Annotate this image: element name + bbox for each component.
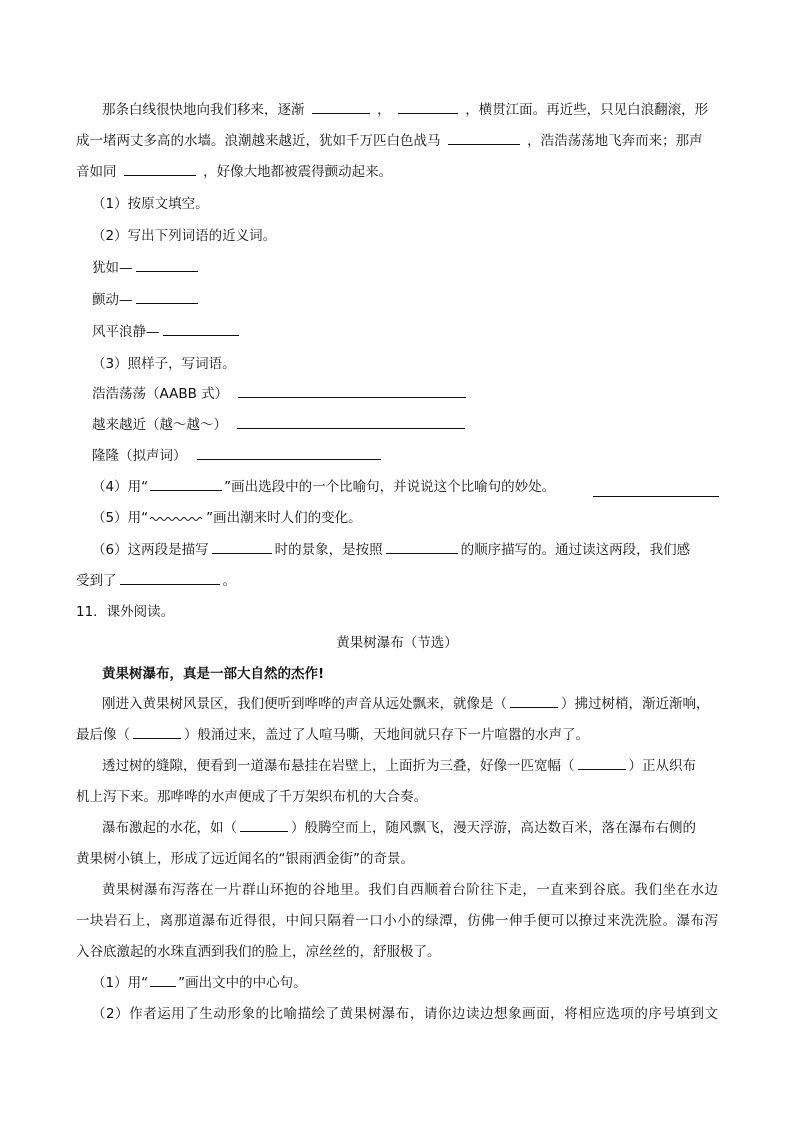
text-segment: （1）用“ — [92, 975, 149, 991]
synonym-item — [92, 290, 201, 310]
passage2-p3-line1 — [102, 756, 696, 776]
passage1-line1 — [102, 100, 708, 120]
fill-blank[interactable] — [136, 258, 198, 272]
text-segment: 透过树的缝隙，便看到一道瀑布悬挂在岩壁上，上面折为三叠，好像一匹宽幅（ — [102, 758, 575, 774]
synonym-item — [92, 322, 242, 342]
question-3: （3）照样子，写词语。 — [92, 356, 236, 372]
text-segment: 越来越近（越～越～） — [92, 417, 227, 433]
underline-sample — [150, 973, 176, 987]
text-segment: ）般腾空而上，随风飘飞，漫天浮游，高达数百米，落在瀑布右侧的 — [291, 820, 696, 836]
fill-blank[interactable] — [237, 415, 465, 429]
text-segment: 的顺序描写的。通过读这两段，我们感 — [460, 542, 691, 558]
question-6-line2 — [76, 571, 236, 591]
text-segment: 成一堵两丈多高的水墙。浪潮越来越近，犹如千万匹白色战马 — [76, 133, 441, 149]
question-5 — [92, 508, 362, 528]
fill-blank[interactable] — [386, 540, 458, 554]
fill-blank[interactable] — [124, 162, 196, 176]
text-segment: 最后像（ — [76, 727, 130, 743]
text-segment: 风平浪静— — [92, 324, 160, 340]
fill-blank[interactable] — [136, 290, 198, 304]
fill-blank[interactable] — [312, 100, 370, 114]
passage2-p3-line2: 机上泻下来。那哗哗的水声便成了千万架织布机的大合奏。 — [76, 789, 427, 805]
fill-blank[interactable] — [578, 756, 626, 770]
fill-blank[interactable] — [163, 322, 239, 336]
text-segment: 那条白线很快地向我们移来，逐渐 — [102, 102, 305, 118]
wavy-underline-sample — [150, 512, 204, 522]
fill-blank[interactable] — [510, 694, 558, 708]
text-segment: ）正从织布 — [628, 758, 696, 774]
text-segment: ”画出潮来时人们的变化。 — [206, 510, 362, 526]
passage2-p4-line2: 黄果树小镇上，形成了远近闻名的“银雨洒金街”的奇景。 — [76, 851, 414, 867]
text-segment: ”画出文中的中心句。 — [178, 975, 307, 991]
text-segment: 颤动— — [92, 292, 133, 308]
fill-blank[interactable] — [197, 446, 381, 460]
question-6-line1 — [92, 540, 690, 560]
text-segment: （6）这两段是描写 — [92, 542, 209, 558]
text-segment: ”画出选段中的一个比喻句，并说说这个比喻句的妙处。 — [224, 479, 556, 495]
text-segment: （5）用“ — [92, 510, 149, 526]
text-segment: ，浩浩荡荡地飞奔而来；那声 — [527, 133, 703, 149]
question-2: （2）写出下列词语的近义词。 — [92, 228, 277, 244]
text-segment: ，横贯江面。再近些，只见白浪翻滚，形 — [465, 102, 709, 118]
answer-blank[interactable] — [593, 483, 719, 497]
text-segment: 音如同 — [76, 164, 117, 180]
text-segment: 浩浩荡荡（AABB 式） — [92, 386, 229, 402]
fill-blank[interactable] — [398, 100, 458, 114]
passage1-line2 — [76, 131, 703, 151]
passage2-title: 黄果树瀑布（节选） — [336, 635, 458, 651]
fill-blank[interactable] — [240, 818, 288, 832]
underline-sample — [150, 477, 222, 491]
fill-blank[interactable] — [212, 540, 272, 554]
word-pattern-item — [92, 384, 469, 404]
text-segment: 时的景象，是按照 — [274, 542, 383, 558]
text-segment: ，好像大地都被震得颤动起来。 — [203, 164, 393, 180]
section-11-heading: 11．课外阅读。 — [76, 604, 175, 620]
text-segment: （4）用“ — [92, 479, 149, 495]
fill-blank[interactable] — [133, 725, 181, 739]
text-segment: 。 — [222, 573, 236, 589]
fill-blank[interactable] — [238, 384, 466, 398]
text-segment: 受到了 — [76, 573, 117, 589]
synonym-item — [92, 258, 201, 278]
question-1: （1）按原文填空。 — [92, 196, 209, 212]
text-segment: 犹如— — [92, 260, 133, 276]
passage2-p5-line3: 入谷底激起的水珠直洒到我们的脸上，凉丝丝的，舒服极了。 — [76, 944, 441, 960]
text-segment: 隆隆（拟声词） — [92, 448, 187, 464]
text-segment: ）拂过树梢，渐近渐响， — [561, 696, 710, 712]
question-11-2: （2）作者运用了生动形象的比喻描绘了黄果树瀑布，请你边读边想象画面，将相应选项的序号填到文 — [92, 1006, 718, 1022]
passage2-p5-line2: 一块岩石上，离那道瀑布近得很，中间只隔着一口小小的绿潭，仿佛一伸手便可以撩过来洗洗脸。瀑布泻 — [76, 913, 718, 929]
word-pattern-item — [92, 446, 384, 466]
passage2-p4-line1 — [102, 818, 696, 838]
text-segment: ， — [377, 102, 391, 118]
passage2-p2-line1 — [102, 694, 710, 714]
question-11-1 — [92, 973, 307, 993]
fill-blank[interactable] — [448, 131, 520, 145]
question-4 — [92, 477, 555, 497]
word-pattern-item — [92, 415, 468, 435]
text-segment: 刚进入黄果树风景区，我们便听到哗哗的声音从远处飘来，就像是（ — [102, 696, 507, 712]
text-segment: ）般涌过来，盖过了人喧马嘶，天地间就只存下一片喧嚣的水声了。 — [184, 727, 589, 743]
fill-blank[interactable] — [120, 571, 220, 585]
passage2-p1: 黄果树瀑布，真是一部大自然的杰作! — [102, 666, 325, 682]
text-segment: 瀑布激起的水花，如（ — [102, 820, 237, 836]
passage1-line3 — [76, 162, 392, 182]
passage2-p2-line2 — [76, 725, 589, 745]
passage2-p5-line1: 黄果树瀑布泻落在一片群山环抱的谷地里。我们自西顺着台阶往下走，一直来到谷底。我们坐在水边 — [102, 882, 718, 898]
